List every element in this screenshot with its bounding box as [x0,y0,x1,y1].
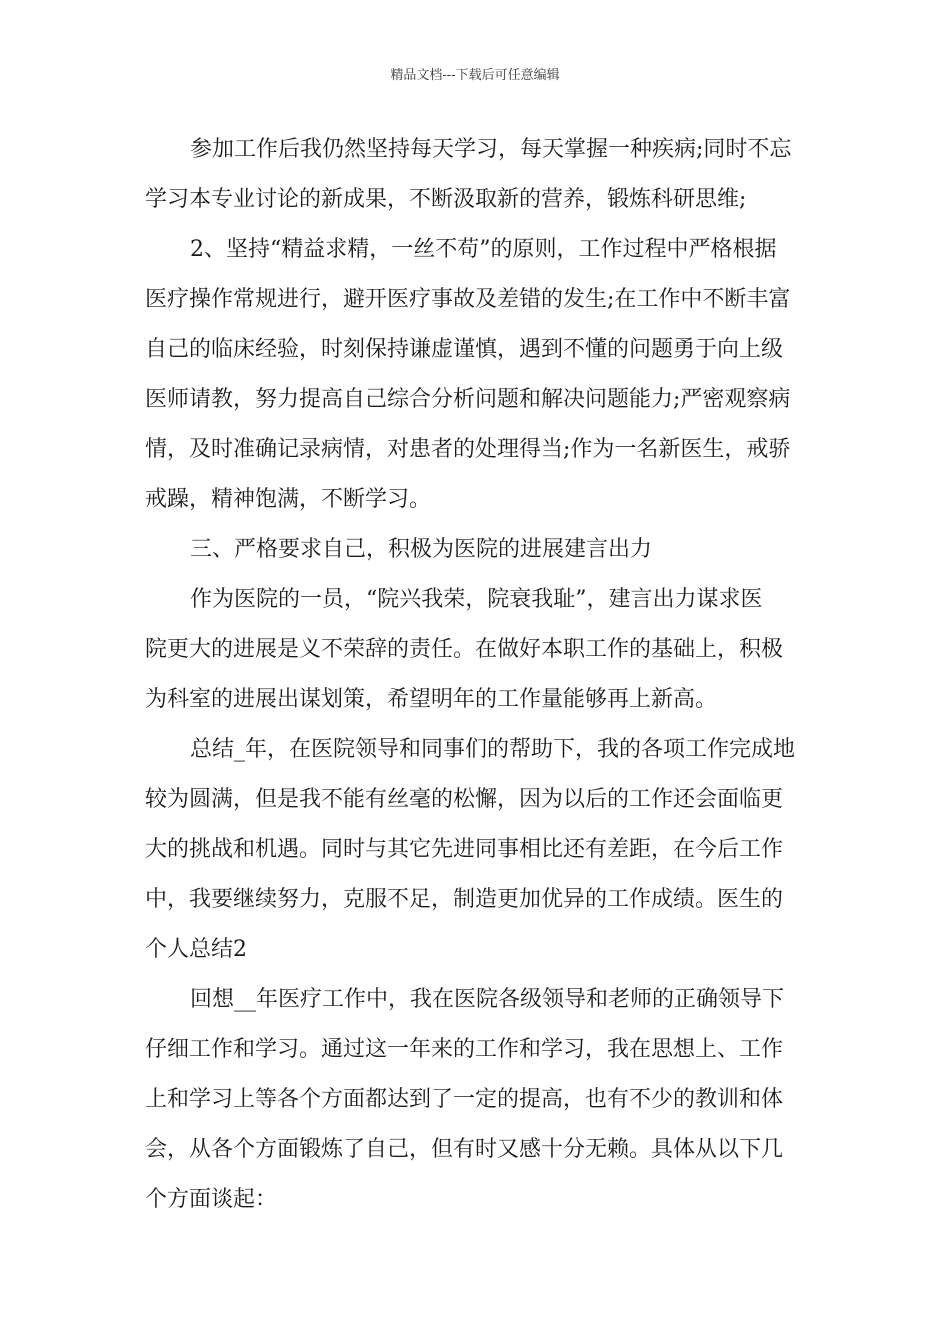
text-line: 为科室的进展出谋划策，希望明年的工作量能够再上新高。 [145,687,718,712]
section-heading: 三、严格要求自己，积极为医院的进展建言出力 [190,537,653,562]
text-line: 大的挑战和机遇。同时与其它先进同事相比还有差距，在今后工作 [145,837,784,862]
text-line: 院更大的进展是义不荣辞的责任。在做好本职工作的基础上，积极 [145,637,784,662]
page-header: 精品文档---下载后可任意编辑 [390,68,560,83]
text-line: 个方面谈起： [145,1187,278,1212]
text-line: 学习本专业讨论的新成果，不断汲取新的营养，锻炼科研思维; [145,187,747,212]
text-line: 医疗操作常规进行，避开医疗事故及差错的发生;在工作中不断丰富 [145,287,791,312]
text-line: 会，从各个方面锻炼了自己，但有时又感十分无赖。具体从以下几 [145,1137,784,1162]
text-line: 个人总结2 [145,937,247,962]
text-line: 中，我要继续努力，克服不足，制造更加优异的工作成绩。医生的 [145,887,784,912]
text-line: 自己的临床经验，时刻保持谦虚谨慎，遇到不懂的问题勇于向上级 [145,337,784,362]
text-line: 较为圆满，但是我不能有丝毫的松懈，因为以后的工作还会面临更 [145,787,784,812]
text-line: 总结_年，在医院领导和同事们的帮助下，我的各项工作完成地 [190,737,796,762]
text-line: 戒躁，精神饱满，不断学习。 [145,487,432,512]
text-line: 参加工作后我仍然坚持每天学习，每天掌握一种疾病;同时不忘 [190,137,792,162]
text-line: 医师请教，努力提高自己综合分析问题和解决问题能力;严密观察病 [145,387,791,412]
text-line: 2、坚持“精益求精，一丝不苟”的原则，工作过程中严格根据 [190,237,777,262]
text-line: 作为医院的一员，“院兴我荣，院衰我耻”，建言出力谋求医 [190,587,763,612]
text-line: 上和学习上等各个方面都达到了一定的提高，也有不少的教训和体 [145,1087,784,1112]
text-line: 仔细工作和学习。通过这一年来的工作和学习，我在思想上、工作 [145,1037,784,1062]
text-line: 情，及时准确记录病情，对患者的处理得当;作为一名新医生，戒骄 [145,437,791,462]
text-line: 回想__年医疗工作中，我在医院各级领导和老师的正确领导下 [190,987,785,1012]
